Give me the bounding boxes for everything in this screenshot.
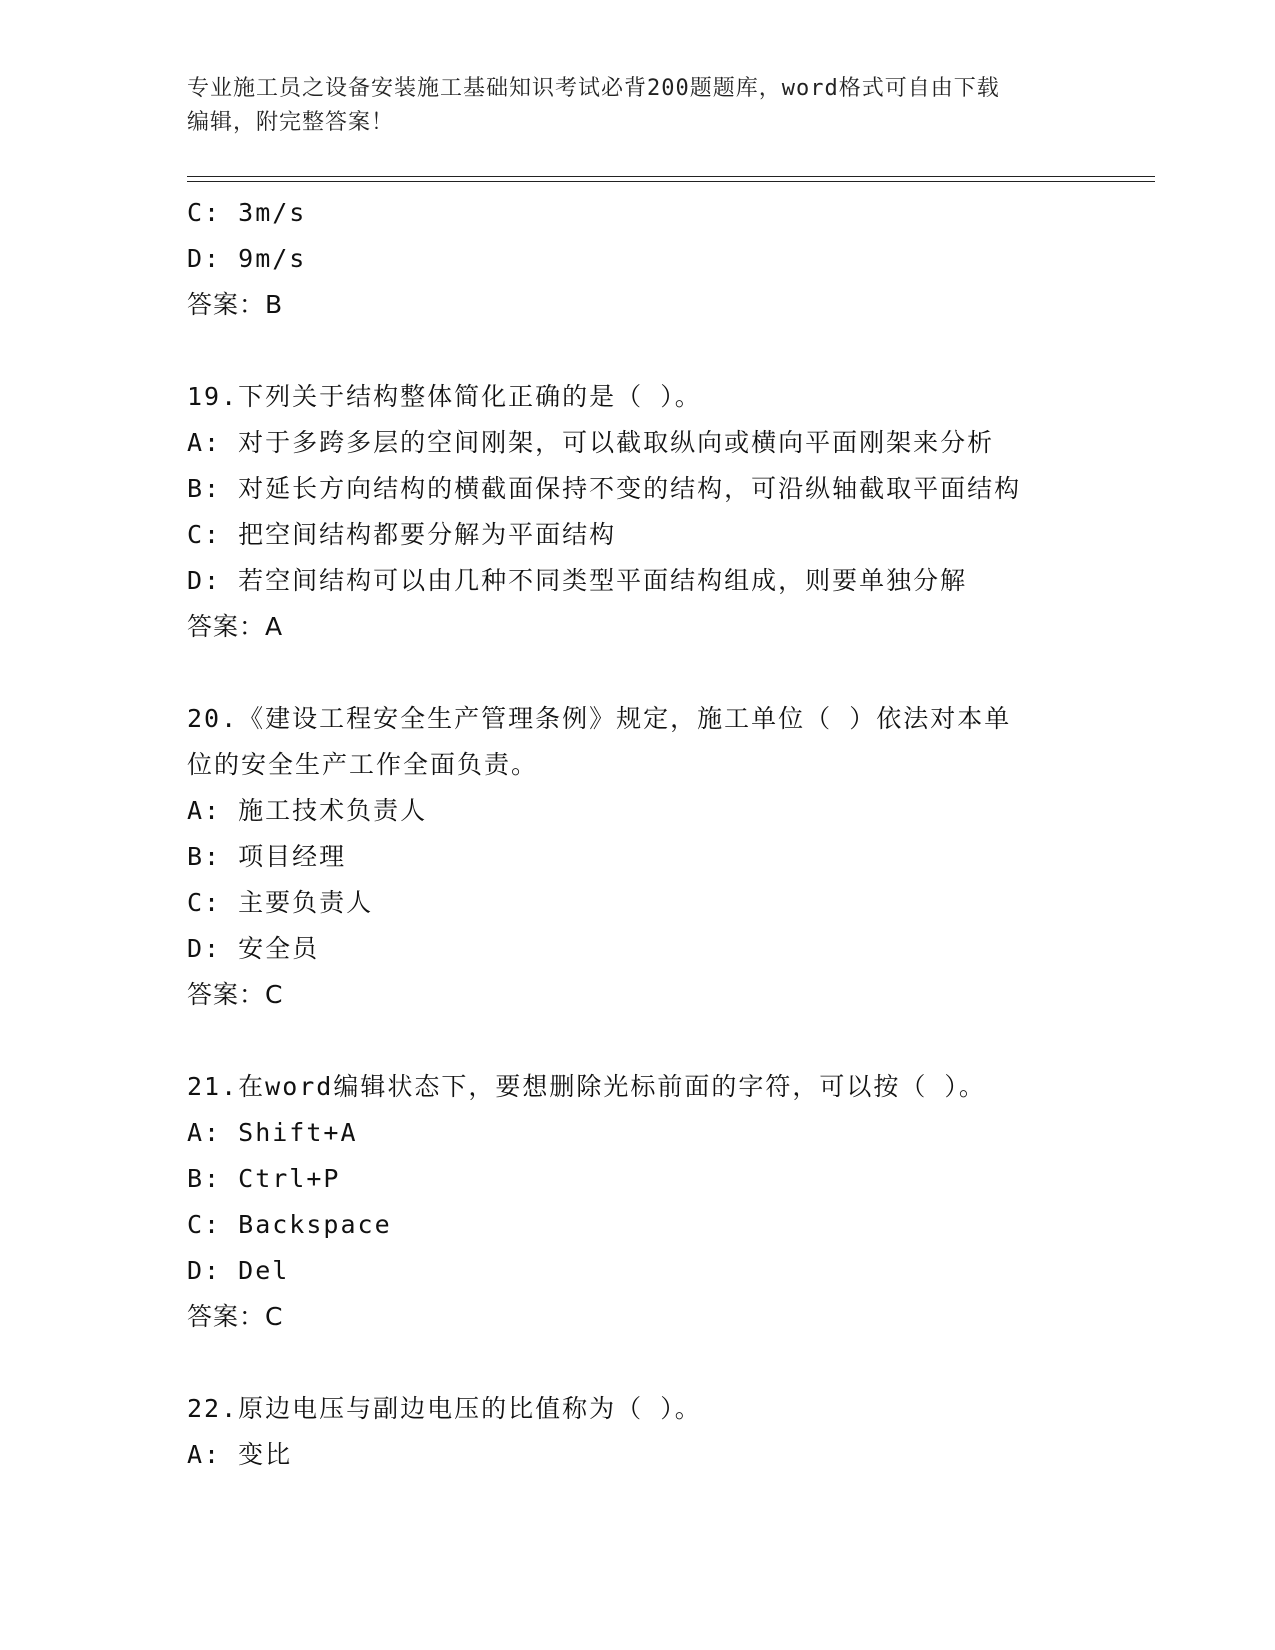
option-c: C: 3m/s (187, 198, 307, 227)
header-title-line1: 专业施工员之设备安装施工基础知识考试必背200题题库，word格式可自由下载 (187, 76, 1000, 101)
question-stem-19: 19.下列关于结构整体简化正确的是（ ）。 (187, 382, 702, 411)
option-c: C: 主要负责人 (187, 888, 374, 917)
question-stem-20-cont: 位的安全生产工作全面负责。 (187, 750, 539, 779)
question-stem-20: 20.《建设工程安全生产管理条例》规定，施工单位（ ）依法对本单 (187, 704, 1012, 733)
answer-line: 答案：B (187, 290, 284, 319)
header-divider-second (187, 181, 1155, 182)
question-stem-21: 21.在word编辑状态下，要想删除光标前面的字符，可以按（ ）。 (187, 1072, 986, 1101)
option-b: B: 对延长方向结构的横截面保持不变的结构，可沿纵轴截取平面结构 (187, 474, 1022, 503)
option-a: A: 对于多跨多层的空间刚架，可以截取纵向或横向平面刚架来分析 (187, 428, 995, 457)
option-a: A: 施工技术负责人 (187, 796, 428, 825)
option-d: D: 9m/s (187, 244, 307, 273)
option-d: D: 若空间结构可以由几种不同类型平面结构组成，则要单独分解 (187, 566, 968, 595)
option-a: A: 变比 (187, 1440, 293, 1469)
option-c: C: Backspace (187, 1210, 392, 1239)
option-d: D: Del (187, 1256, 290, 1285)
option-b: B: Ctrl+P (187, 1164, 341, 1193)
option-b: B: 项目经理 (187, 842, 347, 871)
answer-line: 答案：C (187, 1302, 284, 1331)
question-stem-22: 22.原边电压与副边电压的比值称为（ ）。 (187, 1394, 702, 1423)
option-d: D: 安全员 (187, 934, 320, 963)
header-title-line2: 编辑，附完整答案！ (187, 110, 395, 135)
page-header (187, 72, 1087, 140)
option-c: C: 把空间结构都要分解为平面结构 (187, 520, 617, 549)
answer-line: 答案：C (187, 980, 284, 1009)
answer-line: 答案：A (187, 612, 284, 641)
header-divider (187, 176, 1155, 177)
question-list (187, 190, 1147, 1478)
option-a: A: Shift+A (187, 1118, 358, 1147)
